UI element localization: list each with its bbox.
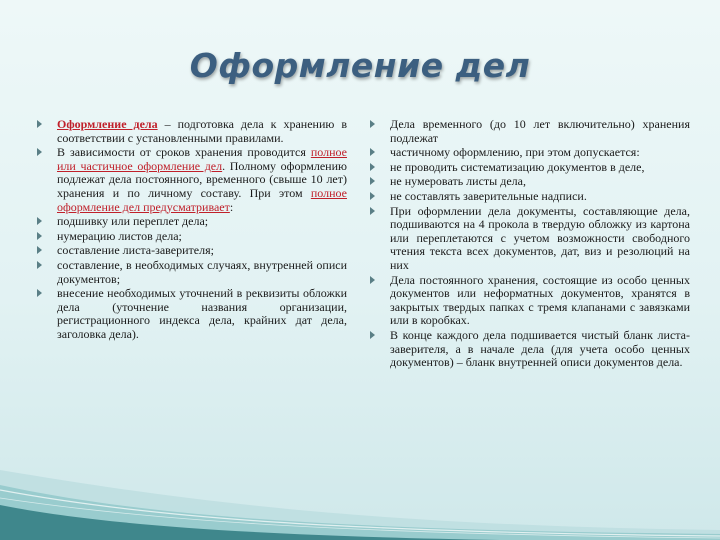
list-item-text: . Полному оформлению подлежат дела постоянного, временного (свыше 10 лет) хранения и по личному составу. При этом: [57, 158, 347, 200]
list-item: [370, 146, 690, 160]
list-item-text: полное или частичное оформление дел: [57, 145, 347, 173]
bullet-arrow-icon: [370, 148, 375, 156]
list-item: [37, 230, 347, 244]
bullet-arrow-icon: [370, 207, 375, 215]
list-item-text: В зависимости от сроков хранения проводится: [57, 145, 311, 160]
list-item-text: полное оформление дел предусматривает: [57, 185, 347, 214]
list-item-text: не проводить систематизацию документов в деле,: [390, 159, 645, 174]
list-item-text: Дела постоянного хранения, состоящие из особо ценных документов или неформатных документов, хранятся в закрытых твердых папках с тремя клапанами с завязками или в коробках.: [390, 272, 690, 328]
slide-title: Оформление дел: [189, 46, 531, 85]
list-item-text: подшивку или переплет дела;: [57, 214, 209, 229]
list-item: [370, 329, 690, 370]
list-item-text: не нумеровать листы дела,: [390, 174, 526, 189]
list-item-text: внесение необходимых уточнений в реквизиты обложки дела (уточнение названия организации, регистрационного индекса дела, крайних дат дела, заголовка дела).: [57, 286, 347, 341]
bullet-arrow-icon: [37, 289, 42, 297]
list-item: [37, 146, 347, 214]
list-item-text: Оформление дела: [57, 117, 158, 131]
bullet-arrow-icon: [37, 217, 42, 225]
bullet-arrow-icon: [370, 177, 375, 185]
list-item: [370, 274, 690, 328]
list-item: [370, 205, 690, 273]
list-item-text: нумерацию листов дела;: [57, 228, 182, 243]
list-item-text: :: [229, 199, 234, 214]
list-item: [37, 118, 347, 145]
left-bullet-list: [37, 118, 347, 343]
bullet-arrow-icon: [37, 261, 42, 269]
bullet-arrow-icon: [370, 192, 375, 200]
bullet-arrow-icon: [370, 331, 375, 339]
wave-decoration: [0, 430, 720, 540]
list-item-text: При оформлении дела документы, составляющие дела, подшиваются на 4 прокола в твердую обложку из картона или переплетаются с учетом возможности свободного чтения текста всех документов, дат, виз и резолюций на них: [390, 203, 690, 272]
list-item-text: В конце каждого дела подшивается чистый бланк листа-заверителя, а в начале дела (для учета особо ценных документов) – бланк внутренней описи документов дела.: [390, 327, 690, 370]
list-item-text: составление, в необходимых случаях, внутренней описи документов;: [57, 257, 347, 286]
bullet-arrow-icon: [370, 163, 375, 171]
list-item-text: частичному оформлению, при этом допускается:: [390, 145, 640, 160]
list-item: [37, 259, 347, 286]
list-item-text: Дела временного (до 10 лет включительно) хранения подлежат: [390, 117, 690, 145]
list-item: [37, 244, 347, 258]
list-item: [37, 287, 347, 341]
list-item: [370, 175, 690, 189]
list-item: [370, 190, 690, 204]
bullet-arrow-icon: [37, 246, 42, 254]
bullet-arrow-icon: [37, 232, 42, 240]
list-item-text: не составлять заверительные надписи.: [390, 188, 587, 203]
bullet-arrow-icon: [370, 120, 375, 128]
list-item-text: – подготовка дела к хранению в соответствии с установленными правилами.: [57, 117, 347, 145]
list-item: [37, 215, 347, 229]
list-item: [370, 118, 690, 145]
list-item-text: составление листа-заверителя;: [57, 243, 214, 258]
right-bullet-list: [370, 118, 690, 371]
bullet-arrow-icon: [37, 148, 42, 156]
bullet-arrow-icon: [37, 120, 42, 128]
bullet-arrow-icon: [370, 276, 375, 284]
list-item: [370, 161, 690, 175]
